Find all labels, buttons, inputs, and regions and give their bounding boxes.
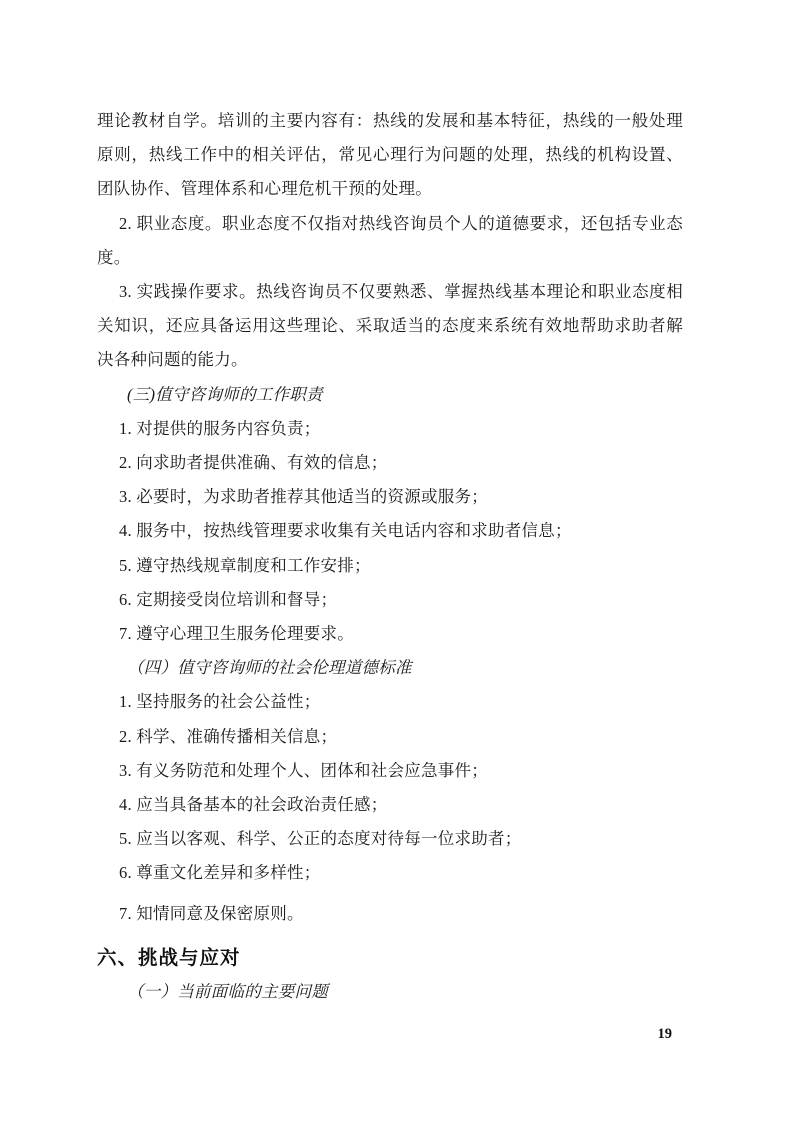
- ethics-list-item-4: 4. 应当具备基本的社会政治责任感；: [119, 795, 388, 815]
- page-footer: [0, 1026, 672, 1043]
- subheading-section-one-main-problems: （一）当前面临的主要问题: [127, 981, 328, 1001]
- duty-list-item-2: 2. 向求助者提供准确、有效的信息；: [119, 453, 388, 473]
- paragraph-training-content: 理论教材自学。培训的主要内容有：热线的发展和基本特征，热线的一般处理原则，热线工作中的相关评估，常见心理行为问题的处理，热线的机构设置、团队协作、管理体系和心理危机干预的处理。: [97, 111, 683, 199]
- page-body: [97, 104, 683, 1009]
- ethics-list-item-7: 7. 知情同意及保密原则。: [119, 903, 304, 923]
- duty-list-item-5: 5. 遵守热线规章制度和工作安排；: [119, 555, 371, 575]
- ethics-list-item-6: 6. 尊重文化差异和多样性；: [119, 863, 321, 883]
- ethics-list-item-5: 5. 应当以客观、科学、公正的态度对待每一位求助者；: [119, 829, 522, 849]
- subheading-section-three-duties: (三)值守咨询师的工作职责: [127, 384, 323, 404]
- subheading-section-four-ethics: （四）值守咨询师的社会伦理道德标准: [127, 658, 412, 678]
- ethics-list-item-2: 2. 科学、准确传播相关信息；: [119, 726, 338, 746]
- duty-list-item-1: 1. 对提供的服务内容负责；: [119, 418, 321, 438]
- paragraph-practice-requirements: 3. 实践操作要求。热线咨询员不仅要熟悉、掌握热线基本理论和职业态度相关知识，还应具备运用这些理论、采取适当的态度来系统有效地帮助求助者解决各种问题的能力。: [97, 282, 683, 370]
- chapter-heading-six-challenges: 六、挑战与应对: [97, 946, 241, 969]
- ethics-list-item-1: 1. 坚持服务的社会公益性；: [119, 692, 321, 712]
- duty-list-item-4: 4. 服务中，按热线管理要求收集有关电话内容和求助者信息；: [119, 521, 572, 541]
- ethics-list-item-3: 3. 有义务防范和处理个人、团体和社会应急事件；: [119, 760, 488, 780]
- duty-list-item-6: 6. 定期接受岗位培训和督导；: [119, 589, 338, 609]
- paragraph-professional-attitude: 2. 职业态度。职业态度不仅指对热线咨询员个人的道德要求，还包括专业态度。: [97, 213, 683, 267]
- duty-list-item-3: 3. 必要时，为求助者推荐其他适当的资源或服务；: [119, 487, 488, 507]
- page-number: 19: [657, 1026, 672, 1042]
- duty-list-item-7: 7. 遵守心理卫生服务伦理要求。: [119, 624, 354, 644]
